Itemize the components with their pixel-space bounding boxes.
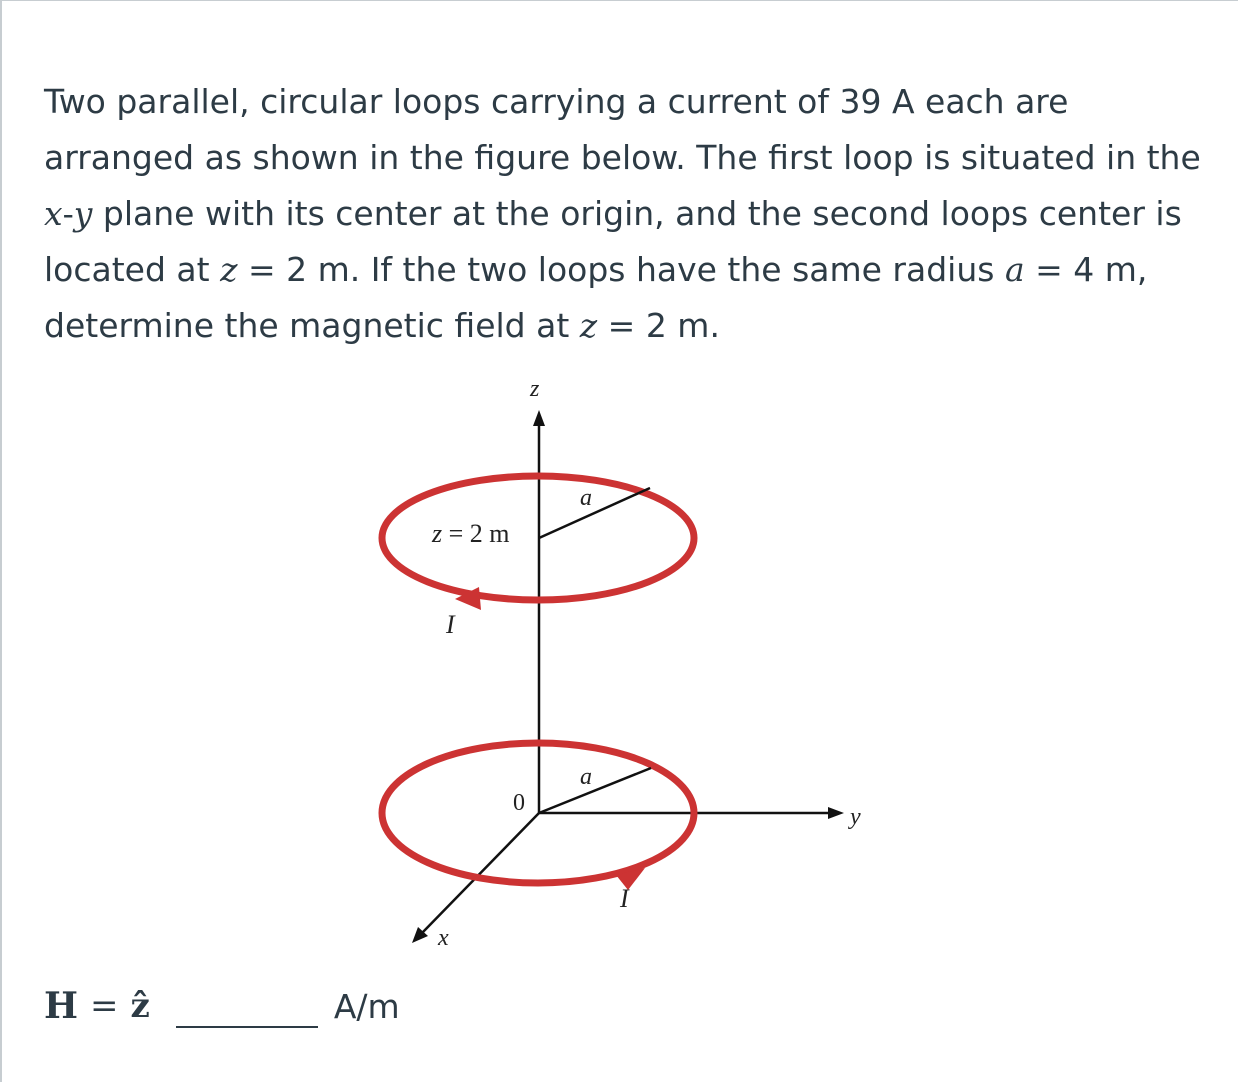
answer-input[interactable] [176, 984, 318, 1028]
z-axis-arrow [533, 410, 545, 426]
math-dash: - [62, 194, 74, 233]
math-var-z: z [579, 306, 598, 345]
bottom-radius-label: a [580, 764, 592, 790]
answer-row [44, 976, 400, 1036]
top-radius-line [539, 488, 650, 538]
answer-field-symbol: H [44, 985, 79, 1027]
math-equals: = [1024, 250, 1074, 289]
top-loop-height-label: z = 2 m [432, 519, 510, 548]
math-var-a: a [1004, 250, 1025, 289]
answer-unit-vector: ẑ [130, 986, 150, 1026]
question-text-part: 2 m. [645, 306, 720, 345]
bottom-current-label: I [620, 884, 629, 913]
top-radius-label: a [580, 485, 592, 511]
question-text [44, 74, 1204, 354]
question-text-part: plane with its center at the origin, and the second loops center is located at [44, 194, 1182, 289]
math-var-x: x [44, 194, 63, 233]
math-var-z: z [220, 250, 238, 289]
x-axis [423, 813, 539, 932]
answer-unit: A/m [333, 986, 400, 1026]
math-equals: = [237, 250, 287, 289]
math-equals: = [597, 306, 646, 345]
y-axis-arrow [828, 807, 844, 819]
question-text-part: Two parallel, circular loops carrying a current of 39 A each are arranged as shown in the figure below. The first loop is situated in the [44, 82, 1201, 177]
answer-equals: = [90, 986, 119, 1026]
two-loops-figure [360, 370, 900, 960]
origin-label: 0 [513, 790, 525, 816]
bottom-radius-line [539, 768, 651, 813]
math-var-y: y [73, 194, 93, 233]
y-axis-label: y [850, 804, 861, 830]
z-axis-label: z [530, 376, 540, 402]
top-current-label: I [446, 610, 455, 639]
question-text-part: 2 m. If the two loops have the same radius [286, 250, 1005, 289]
x-axis-label: x [438, 925, 449, 951]
question-text-part: 4 m, determine the magnetic field at [44, 250, 1148, 345]
